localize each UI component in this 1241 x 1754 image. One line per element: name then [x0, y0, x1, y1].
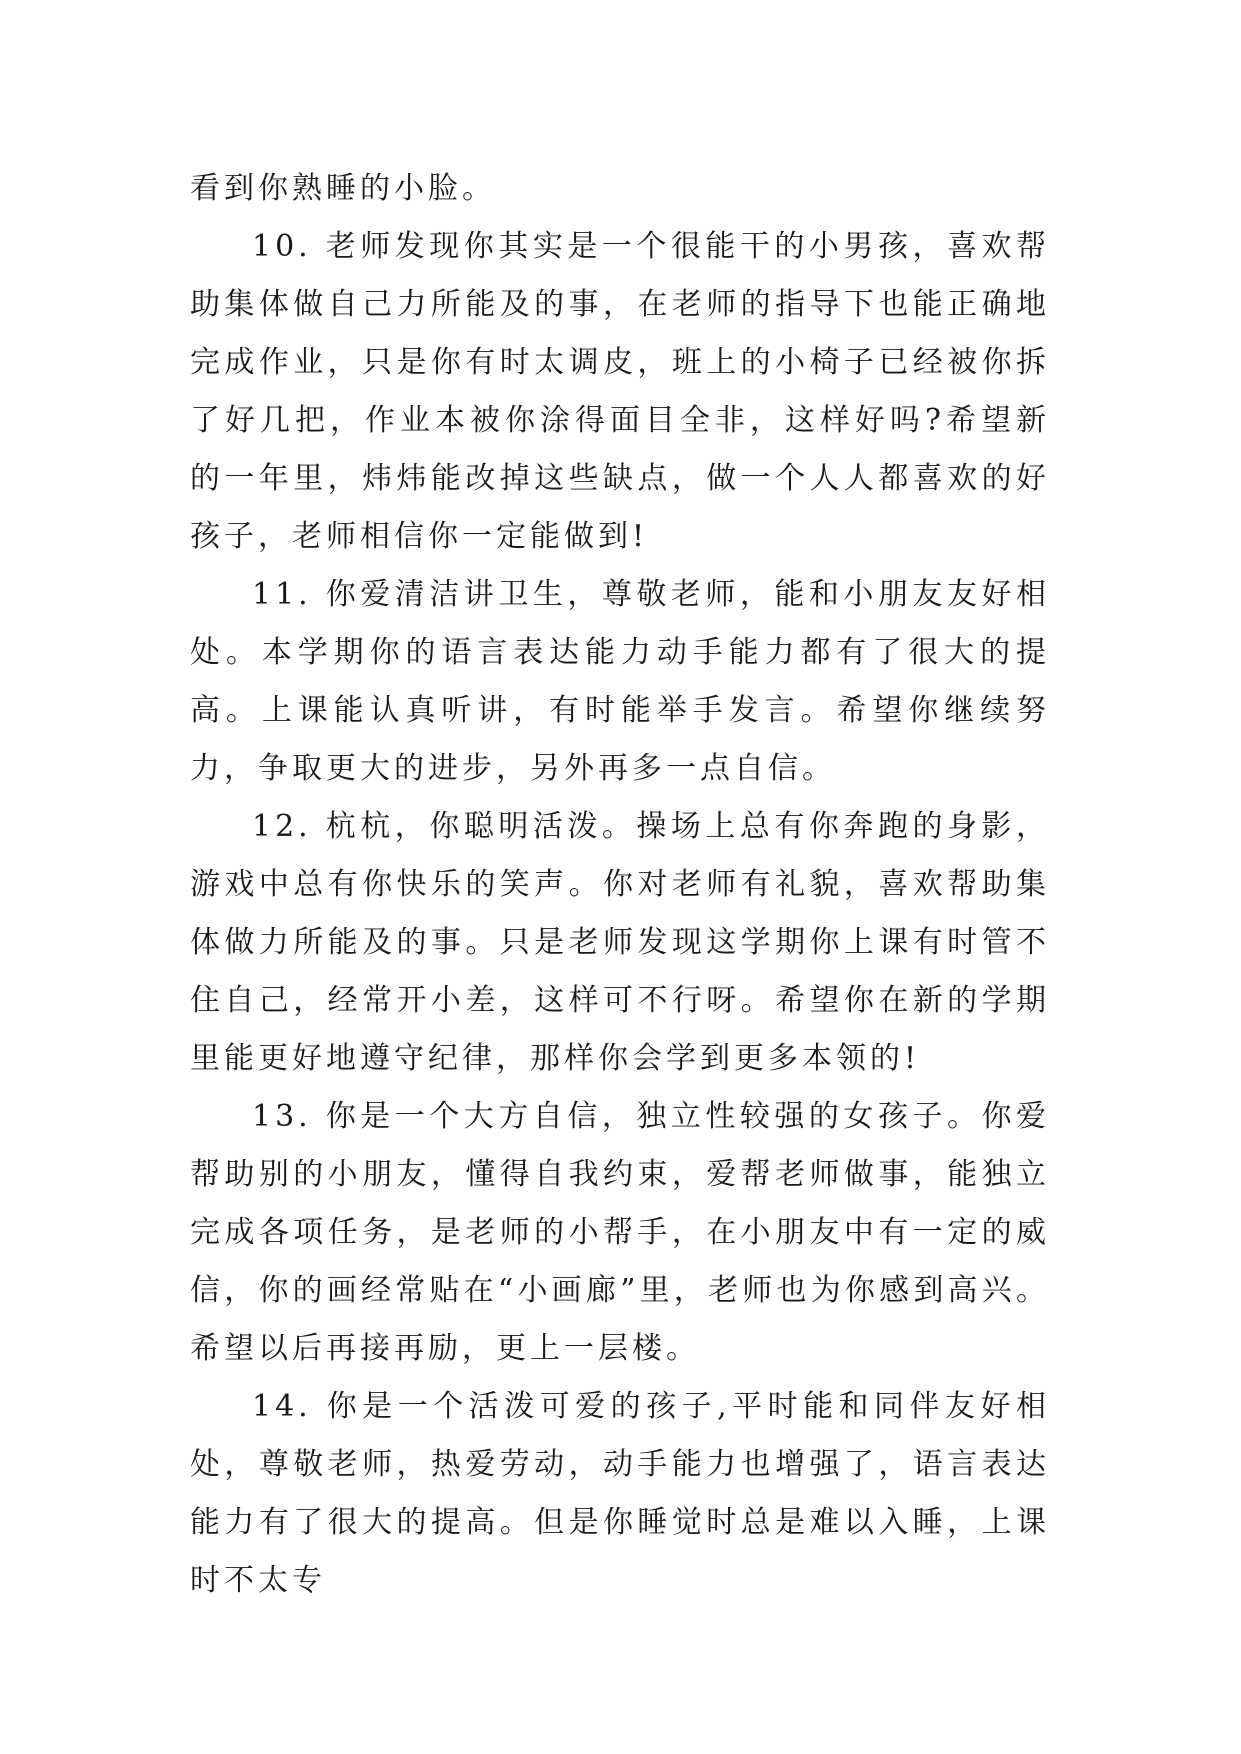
paragraph-12: 12. 杭杭，你聪明活泼。操场上总有你奔跑的身影，游戏中总有你快乐的笑声。你对老师有礼貌，喜欢帮助集体做力所能及的事。只是老师发现这学期你上课有时管不住自己，经常开小差，这样可不行呀。希望你在新的学期里能更好地遵守纪律，那样你会学到更多本领的! — [190, 809, 1050, 1076]
paragraph-13: 13. 你是一个大方自信，独立性较强的女孩子。你爱帮助别的小朋友，懂得自我约束，爱帮老师做事，能独立完成各项任务，是老师的小帮手，在小朋友中有一定的威信，你的画经常贴在“小画廊”里，老师也为你感到高兴。希望以后再接再励，更上一层楼。 — [190, 1099, 1050, 1366]
paragraph-10: 10. 老师发现你其实是一个很能干的小男孩，喜欢帮助集体做自己力所能及的事，在老师的指导下也能正确地完成作业，只是你有时太调皮，班上的小椅子已经被你拆了好几把，作业本被你涂得面目全非，这样好吗?希望新的一年里，炜炜能改掉这些缺点，做一个人人都喜欢的好孩子，老师相信你一定能做到! — [190, 229, 1050, 554]
document-body — [190, 160, 1050, 1610]
paragraph-11: 11. 你爱清洁讲卫生，尊敬老师，能和小朋友友好相处。本学期你的语言表达能力动手能力都有了很大的提高。上课能认真听讲，有时能举手发言。希望你继续努力，争取更大的进步，另外再多一点自信。 — [190, 577, 1050, 786]
paragraph-14: 14. 你是一个活泼可爱的孩子,平时能和同伴友好相处，尊敬老师，热爱劳动，动手能力也增强了，语言表达能力有了很大的提高。但是你睡觉时总是难以入睡，上课时不太专 — [190, 1389, 1050, 1598]
paragraph-continuation: 看到你熟睡的小脸。 — [190, 171, 496, 206]
